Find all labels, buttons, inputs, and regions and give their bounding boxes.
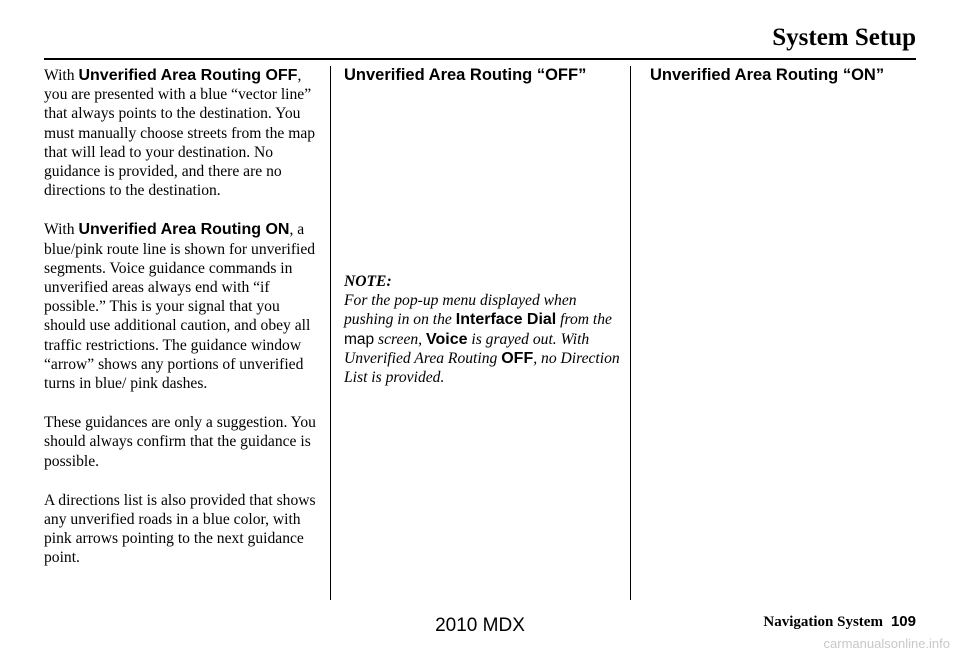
heading-routing-off: Unverified Area Routing “OFF” bbox=[344, 66, 587, 84]
column-explanation bbox=[44, 66, 320, 588]
term-routing-on: Unverified Area Routing ON bbox=[78, 221, 290, 239]
paragraph-routing-on bbox=[44, 220, 320, 393]
header-rule bbox=[44, 58, 916, 60]
column-divider bbox=[630, 66, 631, 600]
term-voice: Voice bbox=[425, 330, 468, 348]
page-title: System Setup bbox=[772, 24, 916, 51]
note-heading: NOTE: bbox=[344, 273, 392, 290]
column-routing-off bbox=[344, 66, 620, 85]
footer-section-name: Navigation System bbox=[763, 614, 883, 630]
note-block bbox=[344, 272, 620, 387]
term-off: OFF bbox=[501, 349, 534, 367]
page-number: 109 bbox=[890, 613, 916, 630]
note-text-part: is grayed out. With Unverified Area Routing bbox=[344, 330, 590, 367]
term-routing-off: Unverified Area Routing OFF bbox=[78, 67, 298, 84]
paragraph-directions-list: A directions list is also provided that shows any unverified roads in a blue color, with pink arrows pointing to the next guidance point. bbox=[44, 491, 316, 567]
paragraph-routing-off bbox=[44, 66, 320, 200]
paragraph-text: , a blue/pink route line is shown for unverified segments. Voice guidance commands in unverified areas always end with “if possible.” This is your signal that you should use additional caution, and obey all traffic restrictions. The guidance window “arrow” shows any portions of unverified turns in blue/ pink dashes. bbox=[44, 221, 316, 393]
paragraph-text: , you are presented with a blue “vector line” that always points to the destination. You must manually choose streets from the map that will lead to your destination. No guidance is provided, and there are no directions to the destination. bbox=[44, 67, 316, 200]
term-map: map bbox=[344, 330, 375, 348]
column-routing-on bbox=[650, 66, 916, 85]
paragraph-lead: With bbox=[44, 67, 75, 84]
model-watermark: 2010 MDX bbox=[435, 615, 525, 636]
note-text-part: from the bbox=[556, 311, 612, 329]
note-text-part: , no Direction List is provided. bbox=[344, 349, 620, 387]
heading-routing-on: Unverified Area Routing “ON” bbox=[650, 66, 885, 84]
term-interface-dial: Interface Dial bbox=[455, 311, 557, 329]
paragraph-lead: With bbox=[44, 221, 75, 239]
note-text bbox=[344, 291, 620, 387]
site-watermark: carmanualsonline.info bbox=[823, 636, 950, 651]
note-text-part: For the pop-up menu displayed when pushing in on the bbox=[344, 292, 577, 329]
column-divider bbox=[330, 66, 331, 600]
note-text-part: screen, bbox=[374, 330, 426, 348]
paragraph-suggestion: These guidances are only a suggestion. You should always confirm that the guidance is possible. bbox=[44, 414, 316, 470]
